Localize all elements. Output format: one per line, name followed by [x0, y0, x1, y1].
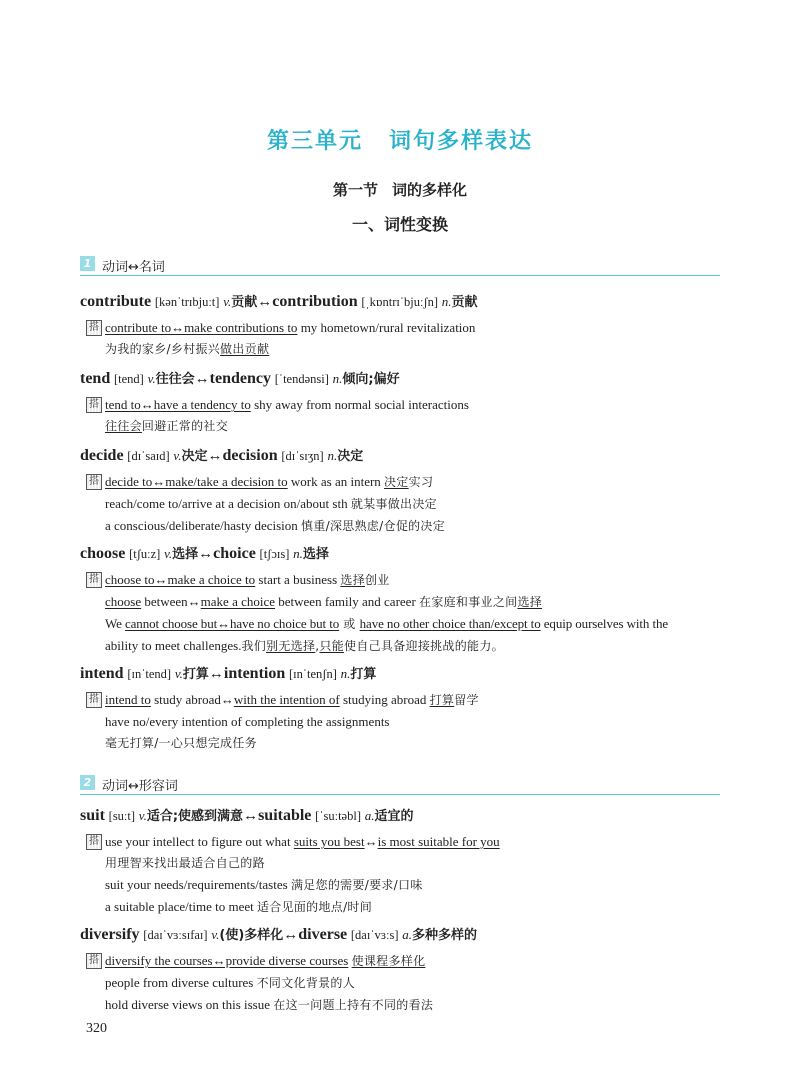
headword-line [80, 292, 730, 313]
part-of-speech: n. [441, 294, 452, 309]
example-line: have no/every intention of completing the assignments [105, 714, 390, 729]
meaning: 决定 [337, 449, 364, 464]
meaning: 适合;使感到满意 [146, 809, 244, 824]
example-line: suit your needs/requirements/tastes 满足您的需要/要求/口味 [105, 877, 423, 892]
category-heading-1 [80, 255, 720, 276]
headword-line [80, 806, 730, 827]
part-of-speech: a. [402, 927, 412, 942]
meaning: 贡献 [451, 295, 478, 310]
example-line: 为我的家乡/乡村振兴做出贡献 [105, 342, 270, 356]
section-title-part1: 第一节 [332, 181, 378, 199]
part-of-speech: n. [332, 371, 343, 386]
derived-word: decision [222, 447, 278, 464]
unit-title-part1: 第三单元 [266, 129, 363, 154]
phonetic: [tʃuːz] [129, 547, 161, 561]
meaning: 贡献 [231, 295, 258, 310]
section-title-part2: 词的多样化 [392, 181, 468, 199]
example-line: 往往会回避正常的社交 [105, 419, 229, 433]
part-of-speech: n. [340, 666, 351, 681]
example-line: 毫无打算/一心只想完成任务 [105, 736, 257, 750]
entry-suit [80, 806, 730, 918]
page-number: 320 [86, 1021, 107, 1036]
collocation-icon: 搭 [86, 572, 102, 588]
meaning: 多种多样的 [412, 928, 478, 943]
meaning: 选择 [302, 547, 329, 562]
part-of-speech: v. [223, 294, 232, 309]
derived-word: intention [223, 665, 286, 682]
collocation-icon: 搭 [86, 953, 102, 969]
phonetic: [kənˈtrɪbjuːt] [154, 295, 220, 309]
phonetic: [ˈtendənsi] [274, 372, 329, 386]
headword: intend [80, 665, 124, 682]
phonetic: [daɪˈvɜːsɪfaɪ] [143, 928, 208, 942]
meaning: 适宜的 [374, 809, 414, 824]
arrow: ↔ [198, 546, 214, 562]
part-of-speech: v. [164, 546, 173, 561]
headword: suit [80, 807, 105, 824]
collocation-icon: 搭 [86, 397, 102, 413]
arrow: ↔ [257, 294, 273, 310]
collocation-icon: 搭 [86, 320, 102, 336]
entry-diversify [80, 925, 730, 1016]
phonetic: [ɪnˈtenʃn] [288, 667, 337, 681]
example-line: decide to↔make/take a decision to work as an intern 决定实习 [105, 474, 434, 489]
example-line: tend to↔have a tendency to shy away from normal social interactions [105, 397, 469, 412]
entry-contribute [80, 292, 730, 360]
phonetic: [ˈsuːtəbl] [315, 809, 361, 823]
example-line: hold diverse views on this issue 在这一问题上持有不同的看法 [105, 997, 434, 1012]
part-of-speech: v. [138, 808, 147, 823]
headword: contribute [80, 293, 152, 310]
headword: choose [80, 545, 126, 562]
arrow: ↔ [194, 371, 210, 387]
derived-word: contribution [272, 293, 358, 310]
phonetic: [tend] [113, 372, 144, 386]
meaning: (使)多样化 [219, 928, 284, 943]
part-of-speech: v. [211, 927, 220, 942]
headword-line [80, 544, 730, 565]
headword: diversify [80, 926, 140, 943]
headword-line [80, 664, 730, 685]
example-line: choose to↔make a choice to start a business 选择创业 [105, 572, 390, 587]
example-line: a suitable place/time to meet 适合见面的地点/时间 [105, 899, 373, 914]
unit-title [0, 124, 800, 155]
unit-title-part2: 词句多样表达 [389, 129, 534, 154]
meaning: 倾向;偏好 [342, 372, 400, 387]
derived-word: suitable [258, 807, 312, 824]
example-line: reach/come to/arrive at a decision on/about sth 就某事做出决定 [105, 496, 437, 511]
part-of-speech: v. [147, 371, 156, 386]
phonetic: [daɪˈvɜːs] [350, 928, 399, 942]
arrow: ↔ [208, 666, 224, 682]
derived-word: tendency [209, 370, 271, 387]
derived-word: choice [213, 545, 256, 562]
category-number: 2 [80, 775, 95, 790]
collocation-icon: 搭 [86, 692, 102, 708]
example-line: intend to study abroad↔with the intention of studying abroad 打算留学 [105, 692, 479, 707]
example-line: diversify the courses↔provide diverse courses 使课程多样化 [105, 953, 426, 968]
entry-choose [80, 544, 730, 657]
example-line: a conscious/deliberate/hasty decision 慎重/深思熟虑/仓促的决定 [105, 518, 446, 533]
part-of-speech: n. [327, 448, 338, 463]
meaning: 往往会 [155, 372, 195, 387]
meaning: 决定 [181, 449, 208, 464]
meaning: 打算 [350, 667, 377, 682]
section-title [0, 179, 800, 200]
phonetic: [dɪˈsaɪd] [127, 449, 170, 463]
collocation-icon: 搭 [86, 834, 102, 850]
part-of-speech: v. [174, 666, 183, 681]
phonetic: [tʃɔɪs] [259, 547, 290, 561]
collocation-icon: 搭 [86, 474, 102, 490]
example-line: choose between↔make a choice between family and career 在家庭和事业之间选择 [105, 594, 543, 609]
derived-word: diverse [298, 926, 348, 943]
category-label: 动词↔形容词 [102, 779, 178, 794]
example-line: people from diverse cultures 不同文化背景的人 [105, 975, 356, 990]
entry-intend [80, 664, 730, 754]
part-of-speech: n. [293, 546, 303, 561]
phonetic: [suːt] [108, 809, 136, 823]
example-line: ability to meet challenges.我们别无选择,只能使自己具备迎接挑战的能力。 [105, 638, 504, 653]
example-line: use your intellect to figure out what suits you best↔is most suitable for you [105, 834, 500, 849]
entry-tend [80, 369, 730, 437]
arrow: ↔ [207, 448, 223, 464]
meaning: 选择 [172, 547, 199, 562]
part-of-speech: v. [173, 448, 182, 463]
category-number: 1 [80, 256, 95, 271]
category-label: 动词↔名词 [102, 260, 165, 275]
arrow: ↔ [283, 927, 299, 943]
headword-line [80, 369, 730, 390]
arrow: ↔ [243, 808, 259, 824]
phonetic: [dɪˈsɪʒn] [281, 449, 324, 463]
headword-line [80, 925, 730, 946]
example-line: We cannot choose but↔have no choice but to 或 have no other choice than/except to equip ourselves with the [105, 616, 669, 631]
headword: tend [80, 370, 111, 387]
phonetic: [ˌkɒntrɪˈbjuːʃn] [361, 295, 439, 309]
example-line: contribute to↔make contributions to my hometown/rural revitalization [105, 320, 476, 335]
phonetic: [ɪnˈtend] [127, 667, 172, 681]
meaning: 打算 [182, 667, 209, 682]
category-heading-2 [80, 774, 720, 795]
sub-title: 一、词性变换 [351, 215, 448, 234]
headword-line [80, 446, 730, 467]
part-of-speech: a. [364, 808, 375, 823]
entry-decide [80, 446, 730, 537]
example-line: 用理智来找出最适合自己的路 [105, 856, 265, 870]
headword: decide [80, 447, 124, 464]
